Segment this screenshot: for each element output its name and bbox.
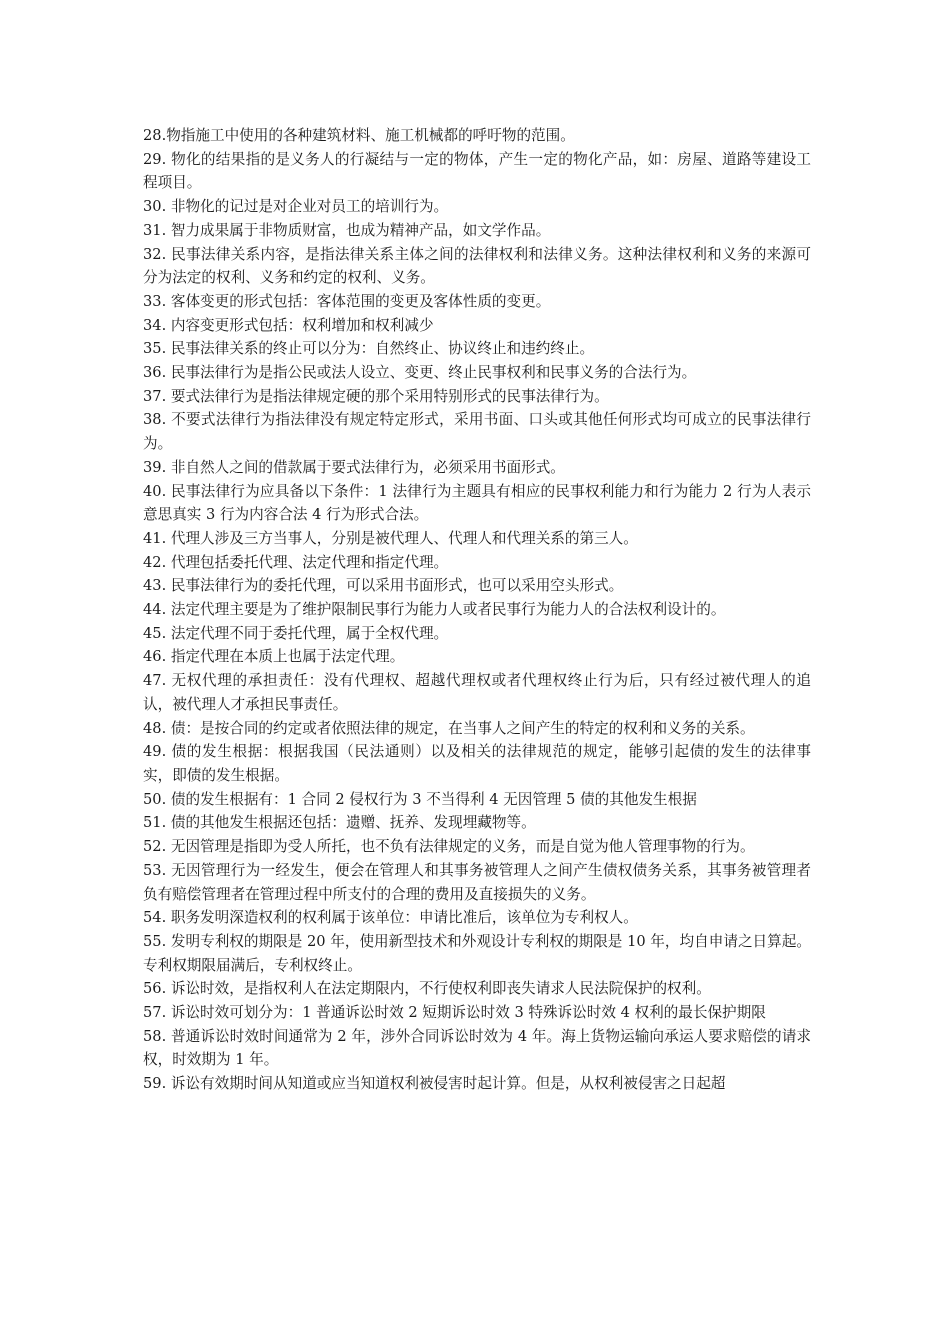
paragraph-item: 45. 法定代理不同于委托代理，属于全权代理。	[143, 624, 449, 642]
paragraph-item: 44. 法定代理主要是为了维护限制民事行为能力人或者民事行为能力人的合法权利设计的。	[143, 601, 726, 619]
paragraph-item: 43. 民事法律行为的委托代理，可以采用书面形式，也可以采用空头形式。	[143, 577, 624, 595]
paragraph-item: 52. 无因管理是指即为受人所托，也不负有法律规定的义务，而是自觉为他人管理事物的行为。	[143, 838, 755, 856]
paragraph-item: 41. 代理人涉及三方当事人，分别是被代理人、代理人和代理关系的第三人。	[143, 529, 638, 547]
paragraph-item: 30. 非物化的记过是对企业对员工的培训行为。	[143, 198, 449, 216]
paragraph-item: 31. 智力成果属于非物质财富，也成为精神产品，如文学作品。	[143, 221, 551, 239]
paragraph-item: 53. 无因管理行为一经发生，便会在管理人和其事务被管理人之间产生债权债务关系，其事务被管理者负有赔偿管理者在管理过程中所支付的合理的费用及直接损失的义务。	[143, 861, 811, 903]
paragraph-item: 50. 债的发生根据有：1 合同 2 侵权行为 3 不当得利 4 无因管理 5 债的其他发生根据	[143, 790, 697, 808]
paragraph-item: 28.物指施工中使用的各种建筑材料、施工机械都的呼吁物的范围。	[143, 127, 575, 144]
paragraph-item: 56. 诉讼时效，是指权利人在法定期限内，不行使权利即丧失请求人民法院保护的权利。	[143, 980, 711, 998]
paragraph-item: 40. 民事法律行为应具备以下条件：1 法律行为主题具有相应的民事权利能力和行为能力 2 行为人表示意思真实 3 行为内容合法 4 行为形式合法。	[143, 482, 811, 524]
document-body	[143, 124, 811, 1096]
paragraph-item: 36. 民事法律行为是指公民或法人设立、变更、终止民事权利和民事义务的合法行为。	[143, 364, 697, 382]
paragraph-item: 57. 诉讼时效可划分为：1 普通诉讼时效 2 短期诉讼时效 3 特殊诉讼时效 4 权利的最长保护期限	[143, 1004, 766, 1022]
paragraph-item: 38. 不要式法律行为指法律没有规定特定形式，采用书面、口头或其他任何形式均可成立的民事法律行为。	[143, 411, 811, 453]
paragraph-item: 54. 职务发明深造权利的权利属于该单位：申请比准后，该单位为专利权人。	[143, 909, 638, 927]
paragraph-item: 29. 物化的结果指的是义务人的行凝结与一定的物体，产生一定的物化产品，如：房屋、道路等建设工程项目。	[143, 150, 811, 192]
paragraph-item: 59. 诉讼有效期时间从知道或应当知道权利被侵害时起计算。但是，从权利被侵害之日起超	[143, 1075, 726, 1093]
paragraph-item: 42. 代理包括委托代理、法定代理和指定代理。	[143, 553, 449, 571]
paragraph-item: 39. 非自然人之间的借款属于要式法律行为，必须采用书面形式。	[143, 458, 565, 476]
paragraph-item: 48. 债：是按合同的约定或者依照法律的规定，在当事人之间产生的特定的权利和义务的关系。	[143, 719, 755, 737]
paragraph-item: 46. 指定代理在本质上也属于法定代理。	[143, 648, 405, 666]
paragraph-item: 32. 民事法律关系内容，是指法律关系主体之间的法律权利和法律义务。这种法律权利和义务的来源可分为法定的权利、义务和约定的权利、义务。	[143, 245, 811, 287]
paragraph-item: 34. 内容变更形式包括：权利增加和权利减少	[143, 316, 434, 334]
paragraph-item: 55. 发明专利权的期限是 20 年，使用新型技术和外观设计专利权的期限是 10 年，均自申请之日算起。专利权期限届满后，专利权终止。	[143, 932, 811, 974]
paragraph-item: 58. 普通诉讼时效时间通常为 2 年，涉外合同诉讼时效为 4 年。海上货物运输向承运人要求赔偿的请求权，时效期为 1 年。	[143, 1027, 811, 1069]
paragraph-item: 35. 民事法律关系的终止可以分为：自然终止、协议终止和违约终止。	[143, 340, 595, 358]
paragraph-item: 33. 客体变更的形式包括：客体范围的变更及客体性质的变更。	[143, 292, 551, 310]
paragraph-item: 47. 无权代理的承担责任：没有代理权、超越代理权或者代理权终止行为后，只有经过被代理人的追认，被代理人才承担民事责任。	[143, 672, 811, 713]
paragraph-item: 49. 债的发生根据：根据我国（民法通则）以及相关的法律规范的规定，能够引起债的发生的法律事实，即债的发生根据。	[143, 743, 811, 784]
paragraph-item: 37. 要式法律行为是指法律规定硬的那个采用特别形式的民事法律行为。	[143, 387, 609, 405]
paragraph-item: 51. 债的其他发生根据还包括：遗赠、抚养、发现埋藏物等。	[143, 814, 536, 832]
